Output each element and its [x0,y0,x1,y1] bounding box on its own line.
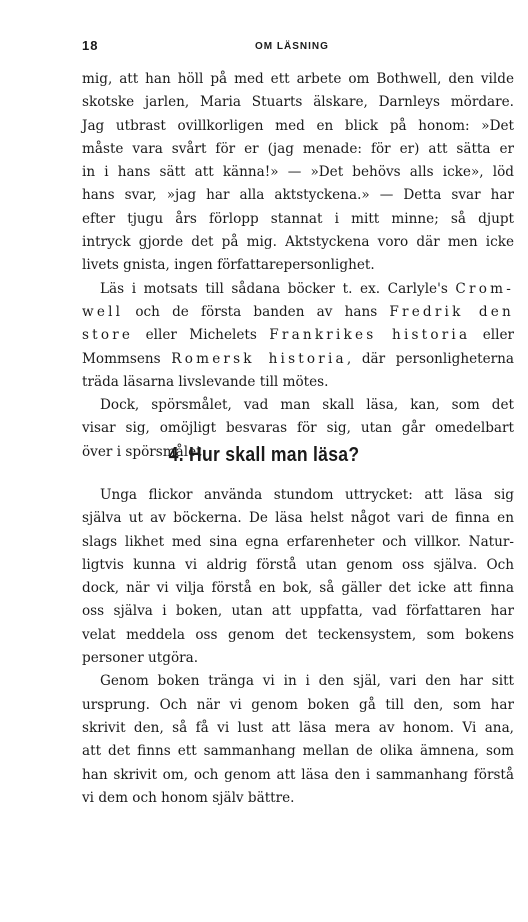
paragraph-4 [82,484,514,670]
paragraph-2 [82,278,514,394]
text-run: Läs i motsats till sådana böcker t. ex. Carlyle's [100,280,456,297]
spaced-emphasis: Romersk historia [171,350,347,367]
text-line: han skrivit om, och genom att läsa den i sammanhang förstå [82,766,514,783]
paragraph-5 [82,670,514,810]
text-line: slags likhet med sina egna erfarenheter och villkor. Natur- [82,533,514,550]
text-line: Jag utbrast ovillkorligen med en blick på honom: »Det [82,117,514,134]
spaced-emphasis: Frankrikes historia [269,327,471,344]
text-line: livets gnista, ingen författarepersonlighet. [82,257,375,274]
text-line: hans svar, »jag har alla aktstyckena.» — Detta svar har [82,187,514,204]
text-block-upper [82,68,514,464]
text-line: skrivit den, så få vi lust att läsa mera av honom. Vi ana, [82,719,514,736]
text-line: själva ut av böckerna. De läsa helst något vari de finna en [82,510,514,527]
text-run: eller [470,327,514,344]
text-block-lower [82,484,514,810]
text-line: Genom boken tränga vi in i den själ, vari den har sitt [100,673,514,690]
page-number: 18 [82,38,99,53]
text-line: efter tjugu års förlopp stannat i mitt minne; så djupt [82,210,514,227]
text-run: eller Michelets [133,327,270,344]
spaced-emphasis: store [82,327,134,344]
text-line: skotske jarlen, Maria Stuarts älskare, Darnleys mördare. [82,94,514,111]
text-line: dock, när vi vilja förstå en bok, så gäller det icke att finna [82,580,514,597]
text-line: över i spörsmålet: [82,443,207,460]
spaced-emphasis: Fredrik den [389,303,514,320]
text-line: oss själva i boken, utan att uppfatta, vad författaren har [82,603,514,620]
text-line: att det finns ett sammanhang mellan de olika ämnena, som [82,743,514,760]
text-line: Unga flickor använda stundom uttrycket: att läsa sig [100,487,514,503]
text-line: ursprung. Och när vi genom boken gå till den, som har [82,696,514,713]
paragraph-1 [82,68,514,278]
text-line: mig, att han höll på med ett arbete om Bothwell, den vilde [82,71,514,87]
text-line: personer utgöra. [82,650,199,667]
text-line: vi dem och honom själv bättre. [82,789,295,806]
text-line: intryck gjorde det på mig. Aktstyckena voro där men icke [82,234,514,251]
text-run: Mommsens [82,350,172,367]
section-heading: 4. Hur skall man läsa? [168,444,360,466]
text-line [82,348,514,371]
spaced-emphasis: Crom- [455,280,514,297]
text-line: måste vara svårt för er (jag menade: för er) att sätta er [82,140,514,157]
text-run: , där personligheterna [346,350,514,367]
text-line [82,301,514,324]
text-line [82,324,514,347]
text-line [82,278,514,301]
text-line: Dock, spörsmålet, vad man skall läsa, kan, som det [100,397,514,414]
text-line: in i hans sätt att känna!» — »Det behövs alls icke», löd [82,164,514,181]
text-line: velat meddela oss genom det teckensystem, som bokens [82,626,514,643]
spaced-emphasis: well [82,303,124,320]
text-run: och de första banden av hans [123,303,390,320]
text-line: träda läsarna livslevande till mötes. [82,373,329,390]
text-line: visar sig, omöjligt besvaras för sig, utan går omedelbart [82,420,514,437]
running-head: OM LÄSNING [255,41,329,52]
text-line: ligtvis kunna vi aldrig förstå utan genom oss själva. Och [82,556,514,573]
